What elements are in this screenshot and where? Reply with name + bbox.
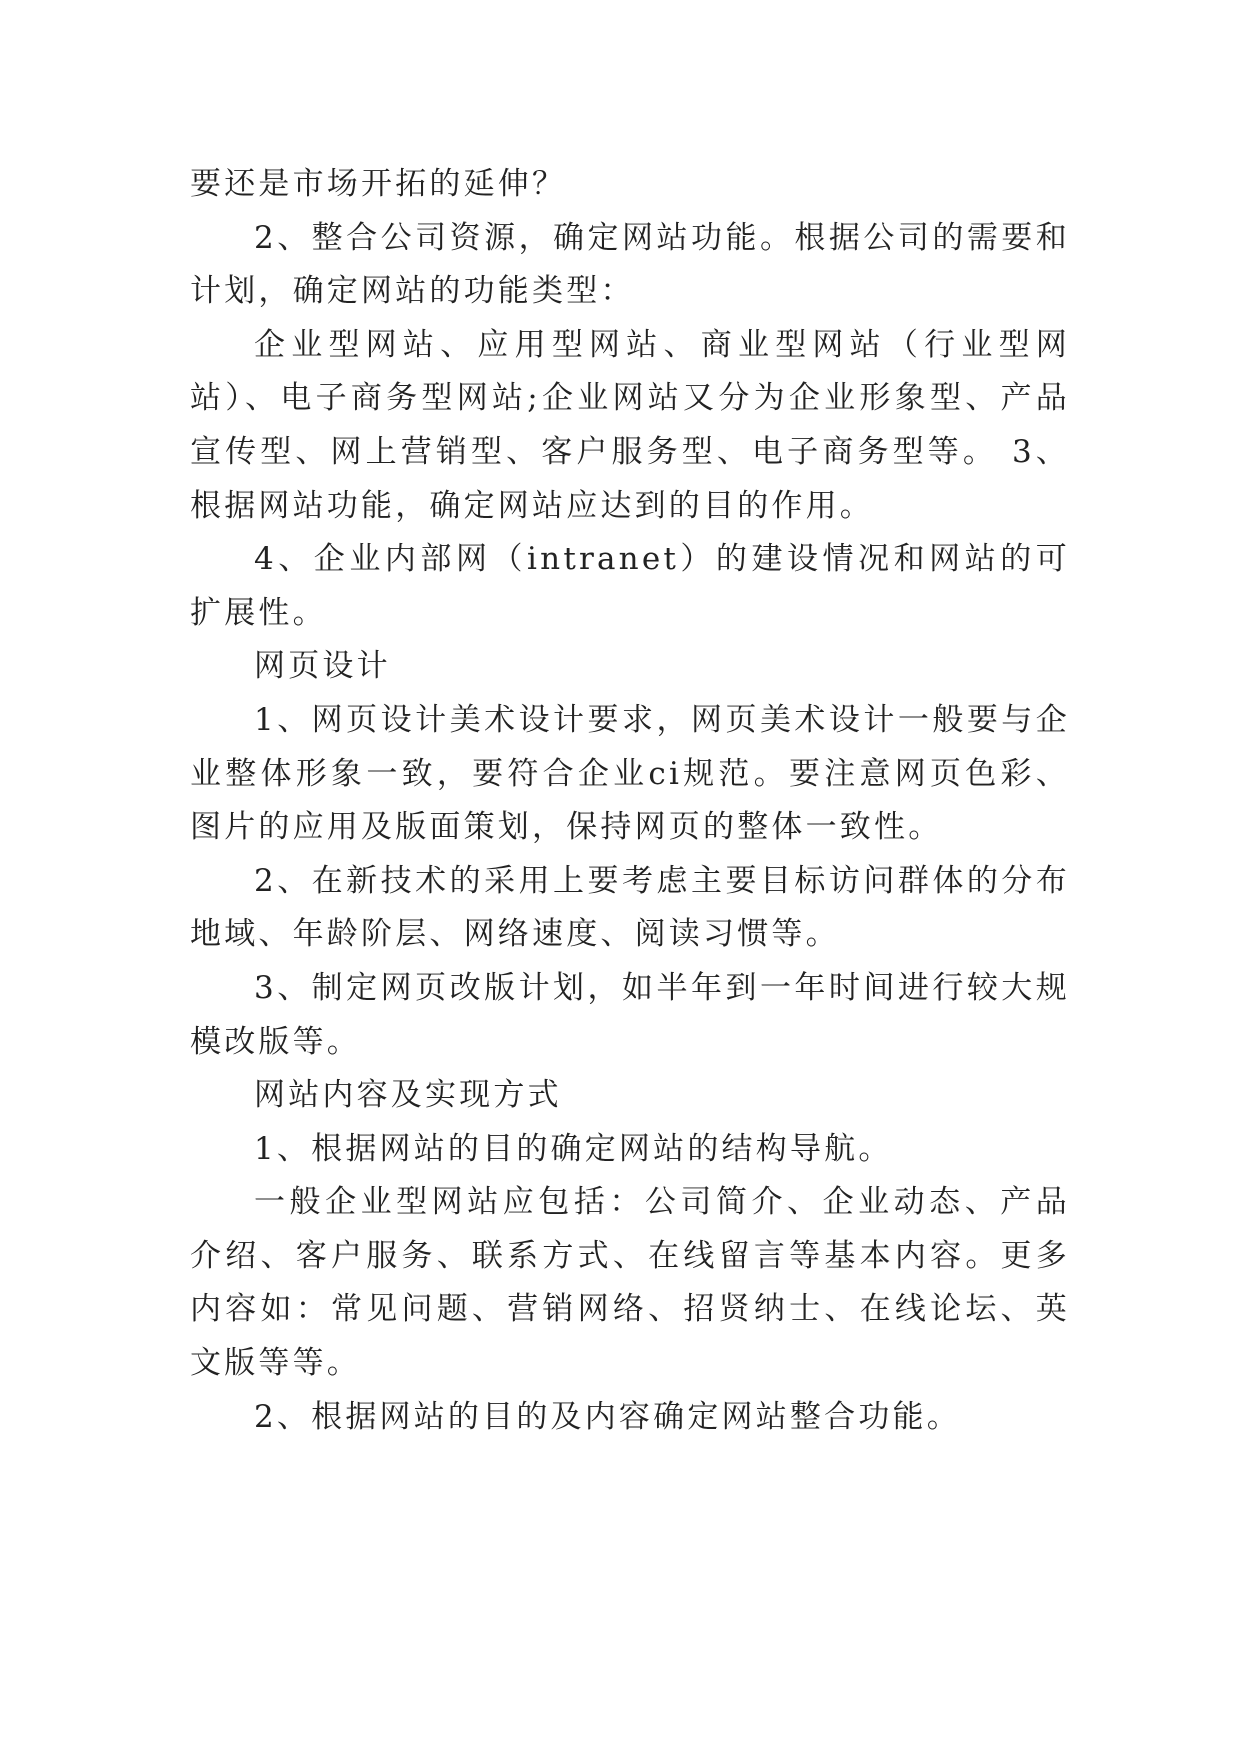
paragraph-continuation: 要还是市场开拓的延伸？ — [190, 166, 567, 202]
paragraph-navigation: 1、根据网站的目的确定网站的结构导航。 — [254, 1130, 893, 1167]
paragraph-integrated-functions: 2、根据网站的目的及内容确定网站整合功能。 — [254, 1398, 961, 1435]
paragraph-art-design: 1、网页设计美术设计要求，网页美术设计一般要与企业整体形象一致，要符合企业ci规范。要注意网页色彩、图片的应用及版面策划，保持网页的整体一致性。 — [190, 701, 1070, 846]
paragraph-intranet: 4、企业内部网（intranet）的建设情况和网站的可扩展性。 — [190, 541, 1070, 631]
paragraph-website-types: 企业型网站、应用型网站、商业型网站（行业型网站）、电子商务型网站;企业网站又分为企业形象型、产品宣传型、网上营销型、客户服务型、电子商务型等。 3、根据网站功能，确定网站应达到的目的作用。 — [190, 326, 1070, 524]
document-body — [190, 158, 1070, 1444]
paragraph-new-technology: 2、在新技术的采用上要考虑主要目标访问群体的分布地域、年龄阶层、网络速度、阅读习惯等。 — [190, 862, 1070, 953]
paragraph-redesign-plan: 3、制定网页改版计划，如半年到一年时间进行较大规模改版等。 — [190, 969, 1070, 1060]
paragraph-integrate-resources: 2、整合公司资源，确定网站功能。根据公司的需要和计划，确定网站的功能类型： — [190, 219, 1070, 310]
section-heading-site-content: 网站内容及实现方式 — [254, 1077, 562, 1114]
section-heading-web-design: 网页设计 — [254, 648, 391, 685]
paragraph-basic-content: 一般企业型网站应包括：公司简介、企业动态、产品介绍、客户服务、联系方式、在线留言等基本内容。更多内容如：常见问题、营销网络、招贤纳士、在线论坛、英文版等等。 — [190, 1184, 1070, 1382]
